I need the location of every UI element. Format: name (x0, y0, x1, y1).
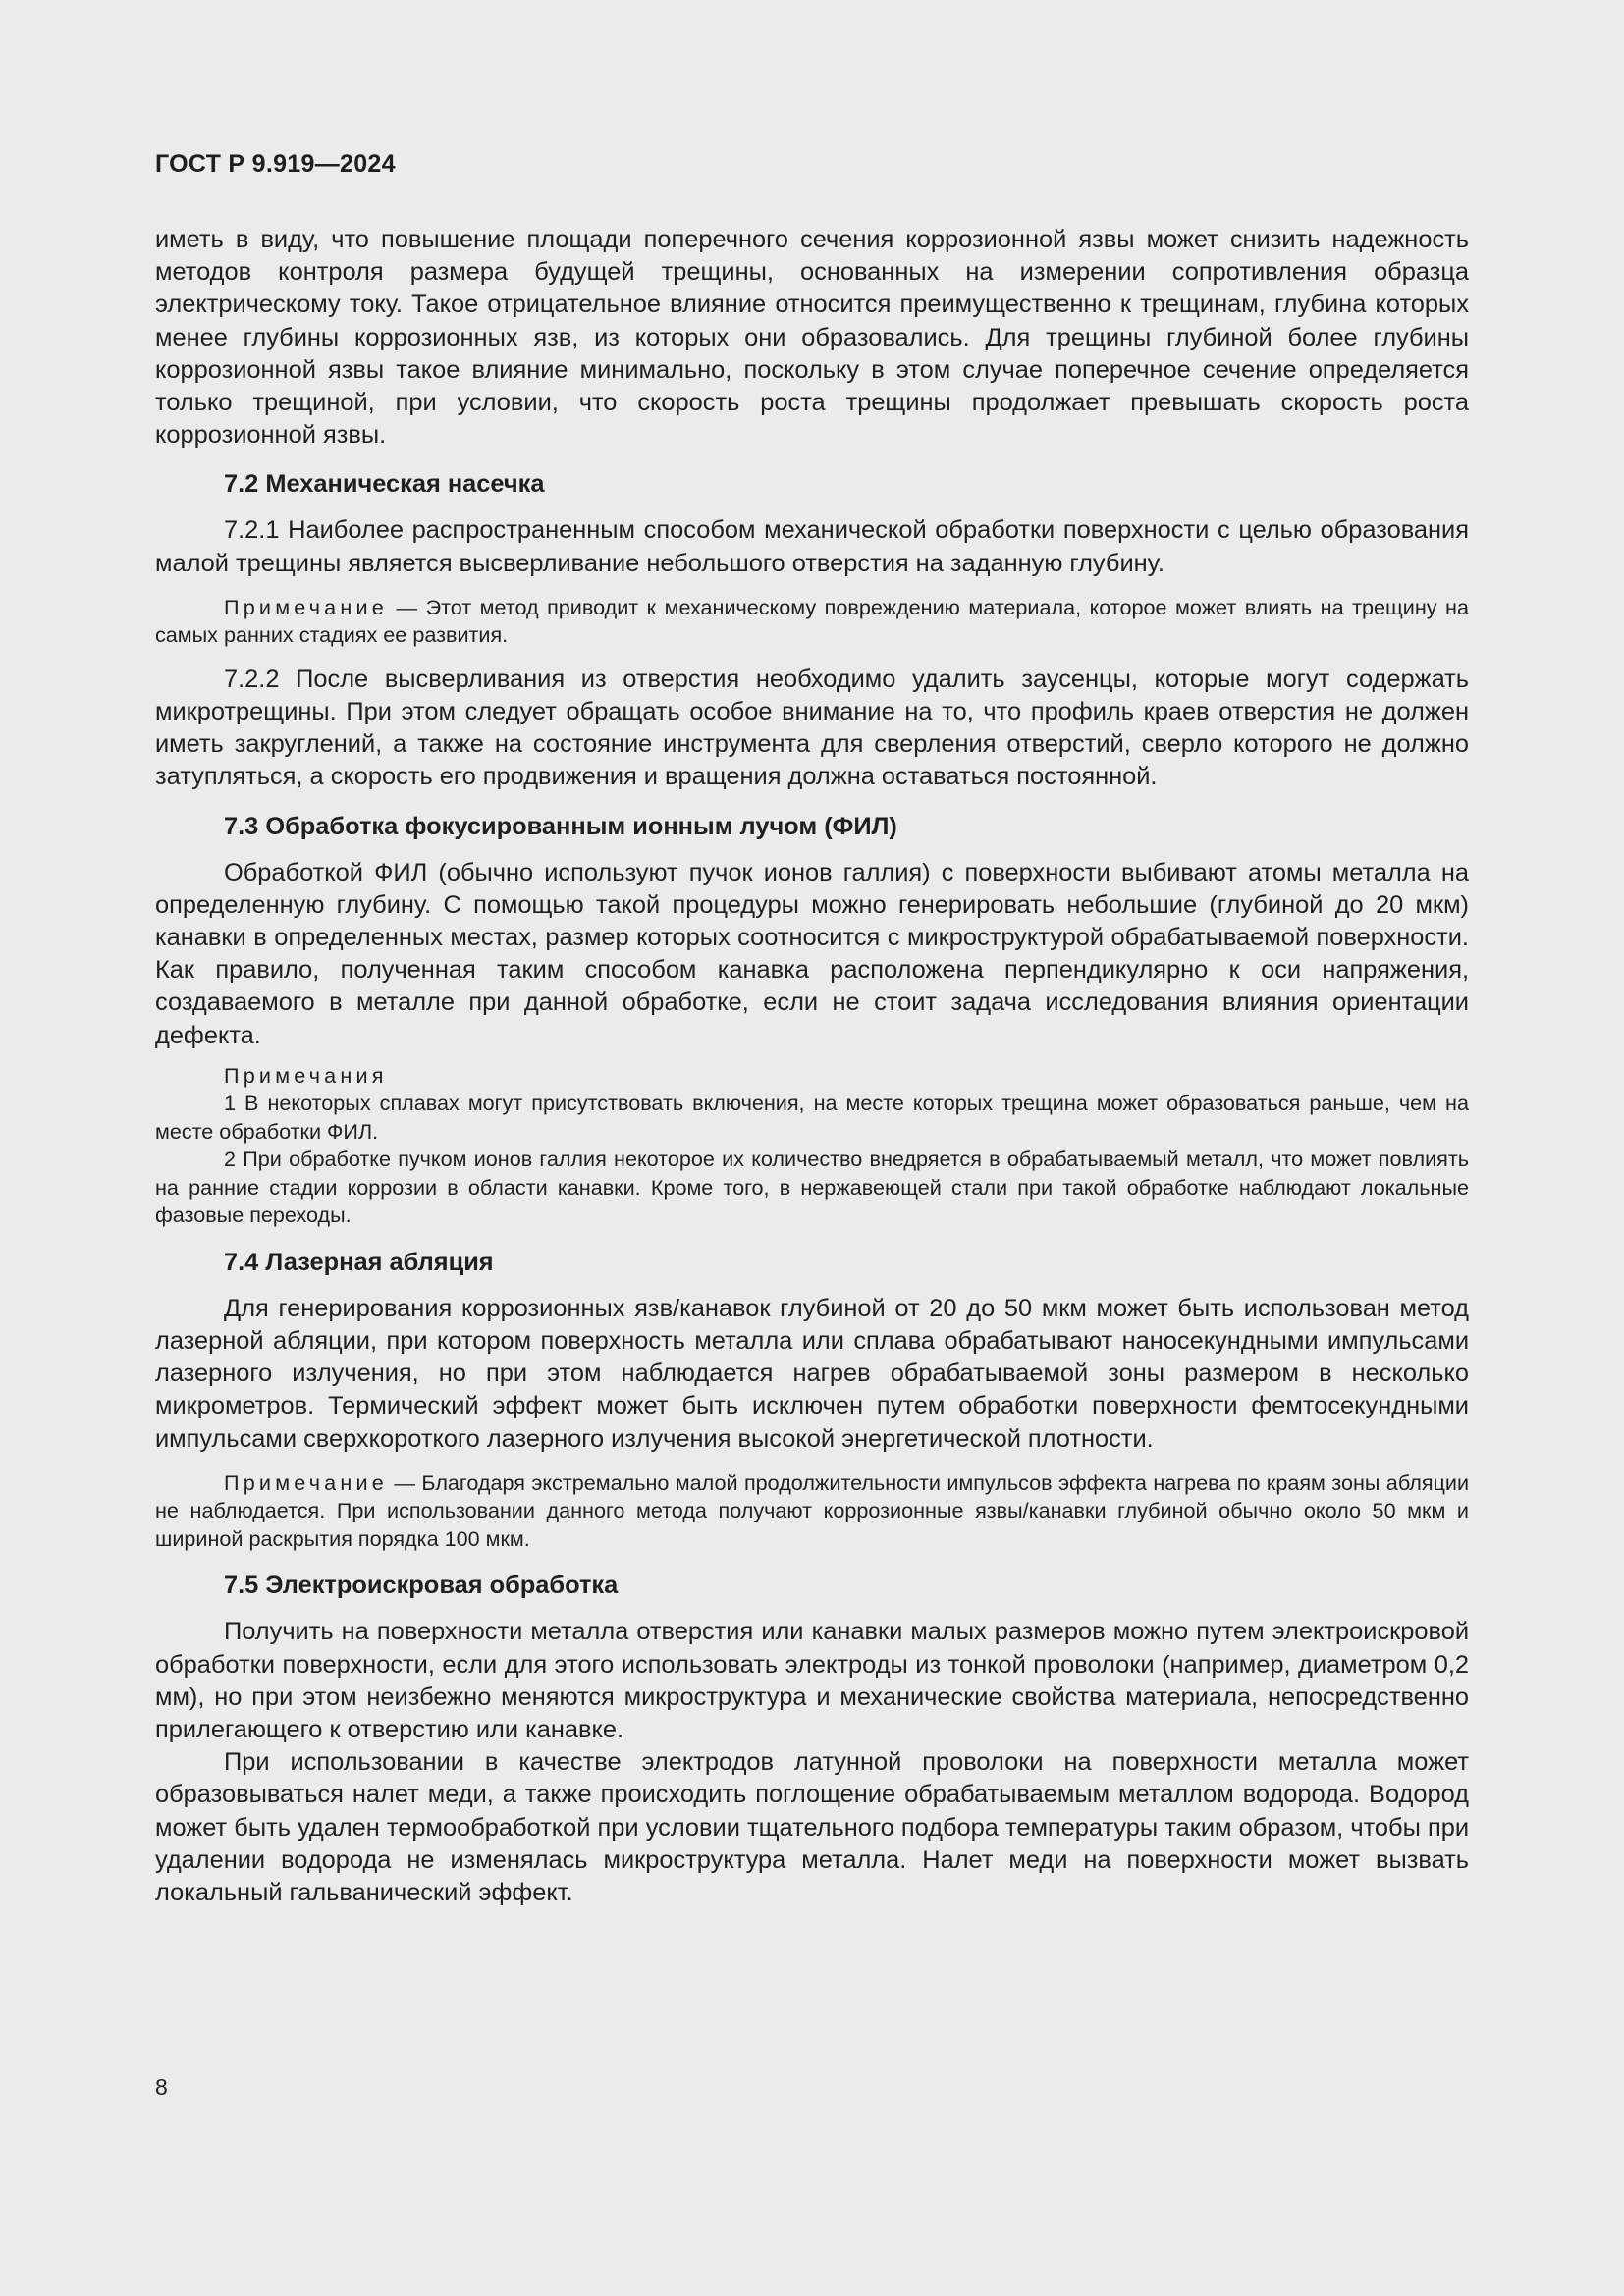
section-7-4-paragraph: Для генерирования коррозионных язв/канавок глубиной от 20 до 50 мкм может быть использован метод лазерной абляции, при котором поверхность металла или сплава обрабатывают наносекундными импульсами лазерного излучения, но при этом наблюдается нагрев обрабатываемой зоны размером в несколько микрометров. Термический эффект может быть исключен путем обработки поверхности фемтосекундными импульсами сверхкороткого лазерного излучения высокой энергетической плотности. (155, 1294, 1469, 1453)
note-label: Примечание (224, 594, 388, 619)
section-7-4-heading: 7.4 Лазерная абляция (224, 1248, 494, 1276)
section-7-4-note (155, 1469, 1469, 1554)
section-7-3-paragraph: Обработкой ФИЛ (обычно используют пучок ионов галлия) с поверхности выбивают атомы металла на определенную глубину. С помощью такой процедуры можно генерировать небольшие (глубиной до 20 мкм) канавки в определенных местах, размер которых соотносится с микроструктурой обрабатываемой поверхности. Как правило, полученная таким способом канавка расположена перпендикулярно к оси напряжения, создаваемого в металле при данной обработке, если не стоит задача исследования влияния ориентации дефекта. (155, 858, 1469, 1049)
intro-paragraph: иметь в виду, что повышение площади поперечного сечения коррозионной язвы может снизить надежность методов контроля размера будущей трещины, основанных на измерении сопротивления образца электрическому току. Такое отрицательное влияние относится преимущественно к трещинам, глубина которых менее глубины коррозионных язв, из которых они образовались. Для трещины глубиной более глубины коррозионной язвы такое влияние минимально, поскольку в этом случае поперечное сечение определяется только трещиной, при условии, что скорость роста трещины продолжает превышать скорость роста коррозионной язвы. (155, 226, 1469, 450)
section-7-5-heading: 7.5 Электроискровая обработка (224, 1572, 619, 1600)
section-7-3-heading: 7.3 Обработка фокусированным ионным лучом (ФИЛ) (224, 812, 897, 840)
section-7-2-1-paragraph: 7.2.1 Наиболее распространенным способом механической обработки поверхности с целью образования малой трещины является высверливание небольшого отверстия на заданную глубину. (155, 516, 1469, 577)
document-header: ГОСТ Р 9.919—2024 (155, 150, 396, 178)
section-7-3-note-1: 1 В некоторых сплавах могут присутствовать включения, на месте которых трещина может образоваться раньше, чем на месте обработки ФИЛ. (155, 1091, 1469, 1144)
section-7-2-note (155, 594, 1469, 650)
note-label: Примечание (224, 1469, 388, 1495)
document-body (155, 224, 1469, 1909)
section-7-3-note-2: 2 При обработке пучком ионов галлия некоторое их количество внедряется в обрабатываемый металл, что может повлиять на ранние стадии коррозии в области канавки. Кроме того, в нержавеющей стали при такой обработке наблюдают локальные фазовые переходы. (155, 1147, 1469, 1228)
section-7-2-heading: 7.2 Механическая насечка (224, 470, 545, 499)
page-number: 8 (155, 2074, 168, 2100)
section-7-5-paragraph-1: Получить на поверхности металла отверстия или канавки малых размеров можно путем электроискровой обработки поверхности, если для этого использовать электроды из тонкой проволоки (например, диаметром 0,2 мм), но при этом неизбежно меняются микроструктура и механические свойства материала, непосредственно прилегающего к отверстию или канавке. (155, 1618, 1469, 1743)
section-7-3-notes-label (155, 1062, 1469, 1091)
note-text: — Благодаря экстремально малой продолжительности импульсов эффекта нагрева по краям зоны абляции не наблюдается. При использовании данного метода получают коррозионные язвы/канавки глубиной обычно около 50 мкм и шириной раскрытия порядка 100 мкм. (155, 1469, 1469, 1551)
note-text: — Этот метод приводит к механическому повреждению материала, которое может влиять на трещину на самых ранних стадиях ее развития. (155, 594, 1469, 648)
section-7-5-paragraph-2: При использовании в качестве электродов латунной проволоки на поверхности металла может образовываться налет меди, а также происходить поглощение обрабатываемым металлом водорода. Водород может быть удален термообработкой при условии тщательного подбора температуры таким образом, чтобы при удалении водорода не изменялась микроструктура металла. Налет меди на поверхности может вызвать локальный гальванический эффект. (155, 1748, 1469, 1906)
section-7-2-2-paragraph: 7.2.2 После высверливания из отверстия необходимо удалить заусенцы, которые могут содержать микротрещины. При этом следует обращать особое внимание на то, что профиль краев отверстия не должен иметь закруглений, а также на состояние инструмента для сверления отверстий, сверло которого не должно затупляться, а скорость его продвижения и вращения должна оставаться постоянной. (155, 665, 1469, 791)
notes-label: Примечания (224, 1062, 388, 1088)
